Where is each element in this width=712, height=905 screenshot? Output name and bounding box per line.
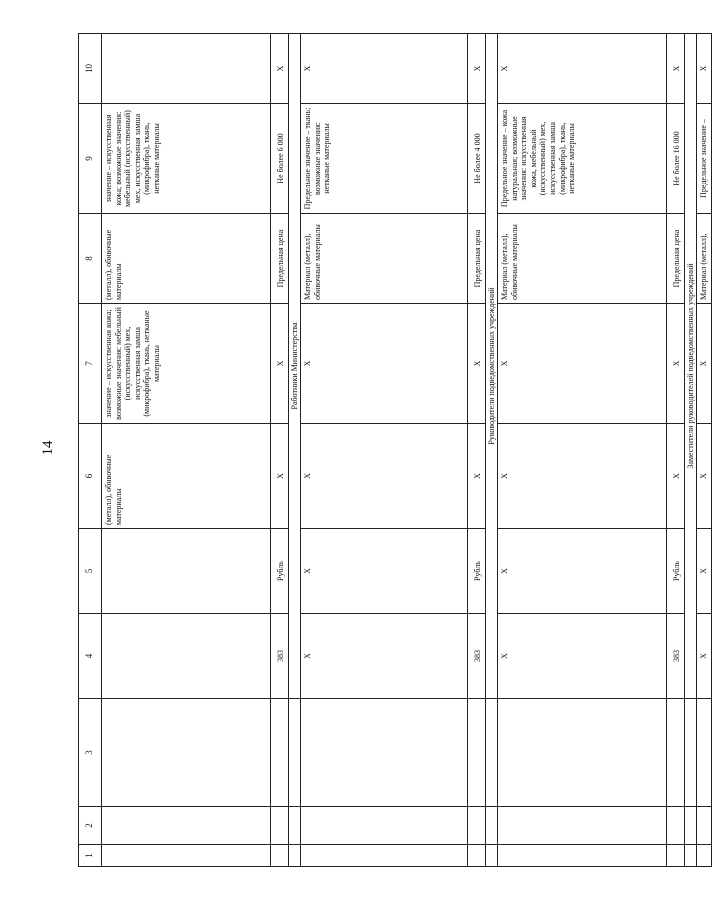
section-heading: Работники Министерства bbox=[289, 34, 301, 699]
characteristic-cell: Предельная цена bbox=[667, 214, 685, 304]
unit-code-cell: 383 bbox=[667, 614, 685, 699]
table-row bbox=[301, 34, 468, 867]
page-number: 14 bbox=[40, 440, 56, 456]
table-cell: Предельное значение – кожа натуральная; возможные значения: искусственная кожа, мебельный (искусственный) мех, искусственная замша (микрофибра), ткань, нетканые материалы bbox=[498, 104, 667, 214]
table-cell bbox=[685, 699, 697, 807]
table-cell: Х bbox=[468, 34, 486, 104]
table-cell: Х bbox=[498, 424, 667, 529]
table-cell bbox=[685, 807, 697, 845]
characteristic-cell: Предельная цена bbox=[271, 214, 289, 304]
value-cell: Не более 4 000 bbox=[468, 104, 486, 214]
table-cell bbox=[102, 529, 271, 614]
section-heading: Руководители подведомственных учреждений bbox=[486, 34, 498, 699]
table-cell bbox=[271, 845, 289, 867]
unit-name-cell: Рубль bbox=[468, 529, 486, 614]
table-row-price bbox=[468, 34, 486, 867]
table-cell: Х bbox=[697, 614, 712, 699]
table-cell bbox=[102, 699, 271, 807]
table-cell: Материал (металл), обивочные материалы bbox=[498, 214, 667, 304]
table-row-price bbox=[667, 34, 685, 867]
table-cell: Х bbox=[697, 529, 712, 614]
table-cell bbox=[486, 845, 498, 867]
col-number-7: 7 bbox=[79, 304, 102, 424]
table-cell: Х bbox=[697, 304, 712, 424]
table-cell: Х bbox=[697, 34, 712, 104]
table-cell: Х bbox=[667, 424, 685, 529]
table-cell: Предельное значение – bbox=[697, 104, 712, 214]
table-cell: (металл), обивочные материалы bbox=[102, 214, 271, 304]
col-number-1: 1 bbox=[79, 845, 102, 867]
table-cell: (металл), обивочные материалы bbox=[102, 424, 271, 529]
table-cell bbox=[486, 807, 498, 845]
table-cell: Х bbox=[271, 424, 289, 529]
table-cell bbox=[102, 807, 271, 845]
section-row-heads bbox=[486, 34, 498, 867]
table-cell: Х bbox=[271, 34, 289, 104]
table-cell: Х bbox=[301, 529, 468, 614]
table-cell: Х bbox=[498, 614, 667, 699]
table-cell bbox=[697, 807, 712, 845]
table-cell: Х bbox=[301, 424, 468, 529]
table-cell bbox=[697, 845, 712, 867]
table-cell bbox=[498, 845, 667, 867]
table-cell bbox=[271, 807, 289, 845]
unit-name-cell: Рубль bbox=[667, 529, 685, 614]
table-row bbox=[697, 34, 712, 867]
section-heading: Заместители руководителей подведомственных учреждений bbox=[685, 34, 697, 699]
table-cell: Х bbox=[498, 34, 667, 104]
table-cell bbox=[301, 699, 468, 807]
table-cell: Х bbox=[468, 424, 486, 529]
table-cell bbox=[102, 614, 271, 699]
col-number-5: 5 bbox=[79, 529, 102, 614]
table-cell bbox=[289, 845, 301, 867]
table-cell: Предельное значение – ткань; возможные значения: нетканые материалы bbox=[301, 104, 468, 214]
table-cell bbox=[498, 807, 667, 845]
col-number-6: 6 bbox=[79, 424, 102, 529]
table-cell bbox=[486, 699, 498, 807]
table-row bbox=[102, 34, 271, 867]
section-row-deputies bbox=[685, 34, 697, 867]
rotated-table-container bbox=[78, 34, 708, 867]
unit-code-cell: 383 bbox=[271, 614, 289, 699]
table-cell bbox=[289, 699, 301, 807]
table-cell bbox=[667, 845, 685, 867]
table-cell bbox=[468, 699, 486, 807]
table-cell bbox=[301, 845, 468, 867]
table-cell: Х bbox=[498, 304, 667, 424]
column-number-row bbox=[79, 34, 102, 867]
col-number-8: 8 bbox=[79, 214, 102, 304]
table-cell: значение – искусственная кожа; возможные значения: мебельный (искусственный) мех, искусственная замша (микрофибра), ткань, нетканые материалы bbox=[102, 104, 271, 214]
table-cell bbox=[498, 699, 667, 807]
table-cell: Х bbox=[498, 529, 667, 614]
table-cell: значение – искусственная кожа; возможные значения: мебельный (искусственный) мех, искусственная замша (микрофибра), ткань, нетканые материалы bbox=[102, 304, 271, 424]
table-cell bbox=[102, 34, 271, 104]
value-cell: Не более 6 000 bbox=[271, 104, 289, 214]
table-cell: Х bbox=[667, 34, 685, 104]
table-cell bbox=[468, 845, 486, 867]
characteristic-cell: Предельная цена bbox=[468, 214, 486, 304]
table-cell: Х bbox=[468, 304, 486, 424]
table-cell bbox=[271, 699, 289, 807]
table-cell: Х bbox=[301, 34, 468, 104]
table-cell bbox=[667, 807, 685, 845]
col-number-10: 10 bbox=[79, 34, 102, 104]
col-number-2: 2 bbox=[79, 807, 102, 845]
table-cell bbox=[697, 699, 712, 807]
table-cell bbox=[102, 845, 271, 867]
table-row bbox=[498, 34, 667, 867]
table-cell bbox=[667, 699, 685, 807]
table-row-price bbox=[271, 34, 289, 867]
section-row-ministry bbox=[289, 34, 301, 867]
value-cell: Не более 16 000 bbox=[667, 104, 685, 214]
table-cell: Х bbox=[271, 304, 289, 424]
table-cell bbox=[301, 807, 468, 845]
table-cell bbox=[685, 845, 697, 867]
table-cell: Х bbox=[301, 614, 468, 699]
table-cell: Х bbox=[301, 304, 468, 424]
col-number-4: 4 bbox=[79, 614, 102, 699]
table-cell: Материал (металл), bbox=[697, 214, 712, 304]
unit-name-cell: Рубль bbox=[271, 529, 289, 614]
requirements-table bbox=[78, 33, 712, 867]
col-number-9: 9 bbox=[79, 104, 102, 214]
table-cell: Х bbox=[667, 304, 685, 424]
unit-code-cell: 383 bbox=[468, 614, 486, 699]
table-cell: Материал (металл), обивочные материалы bbox=[301, 214, 468, 304]
table-cell bbox=[289, 807, 301, 845]
col-number-3: 3 bbox=[79, 699, 102, 807]
table-cell bbox=[468, 807, 486, 845]
table-cell: Х bbox=[697, 424, 712, 529]
